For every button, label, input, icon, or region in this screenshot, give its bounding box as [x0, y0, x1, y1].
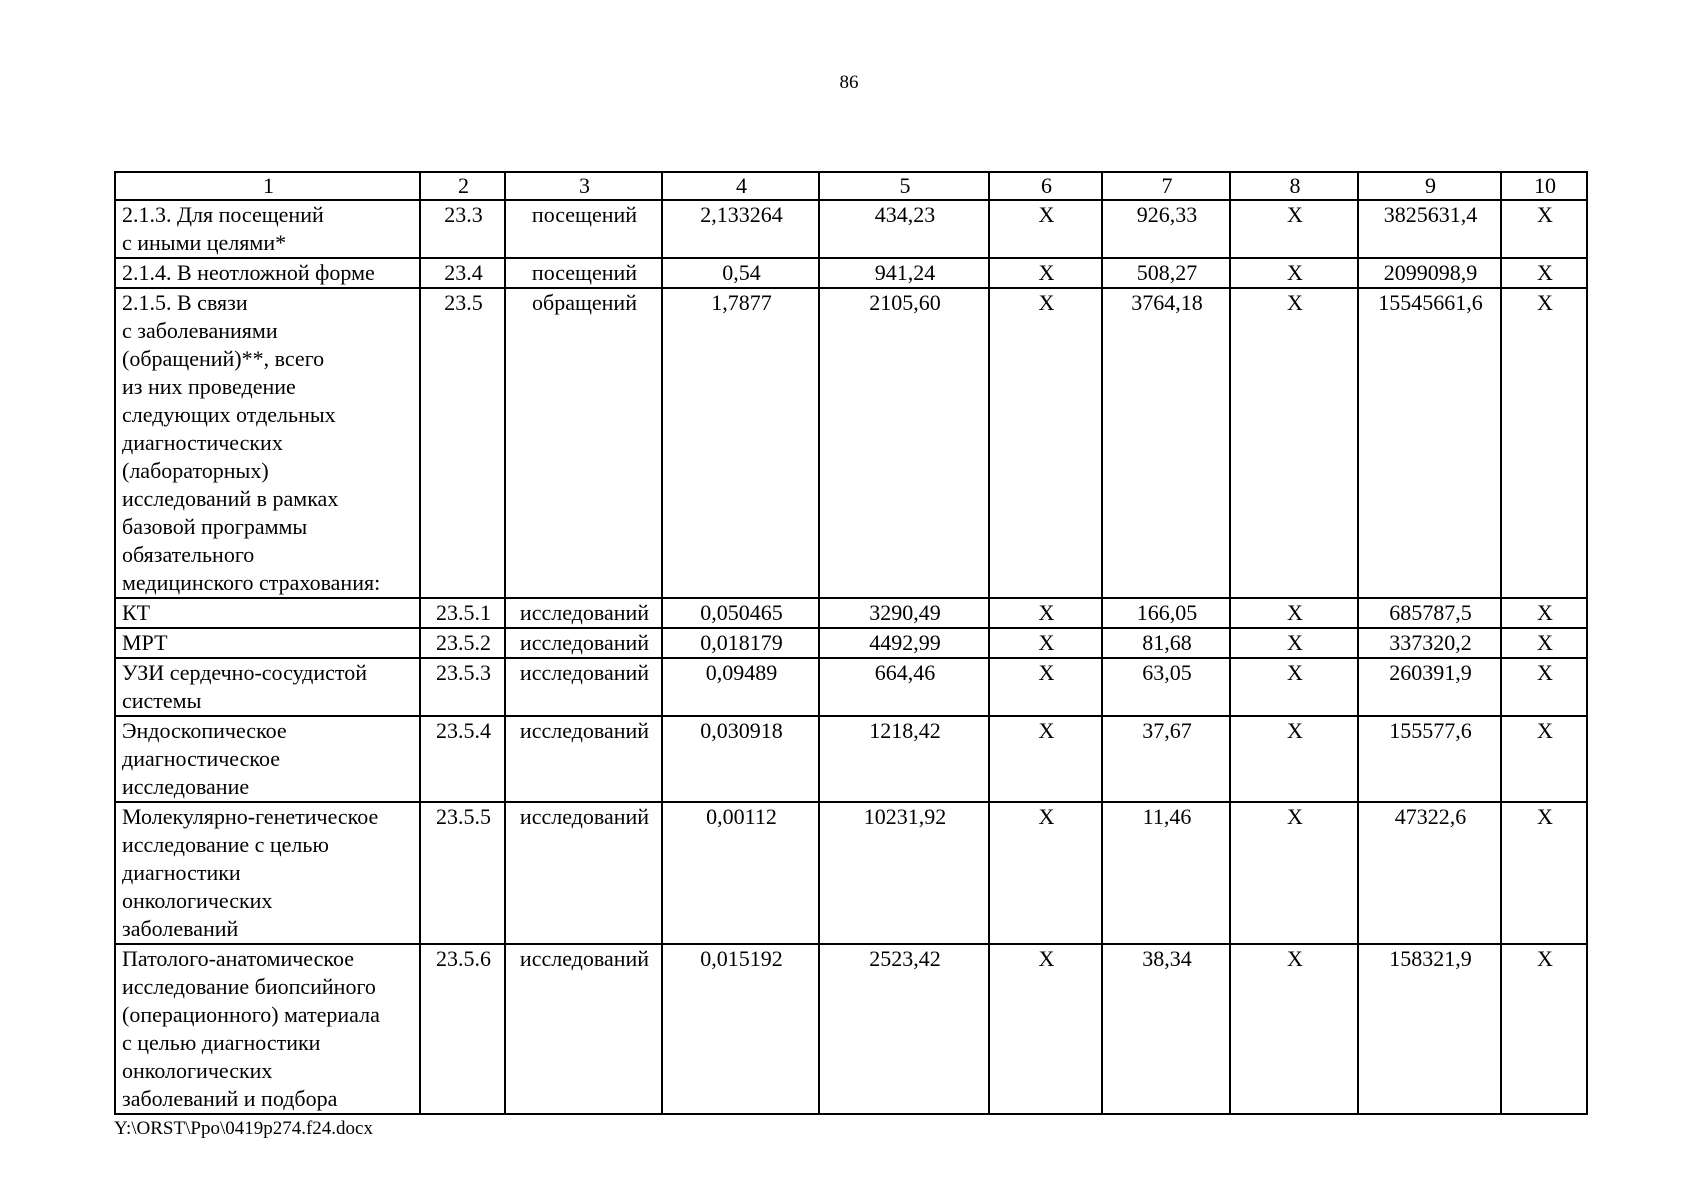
column-number: 8 [1230, 172, 1358, 200]
row-name-line: Эндоскопическое [122, 718, 287, 743]
table-row [115, 716, 1587, 802]
row-name-line: обязательного [122, 542, 255, 567]
table-cell: обращений [505, 288, 662, 598]
row-name-line: 2.1.4. В неотложной форме [122, 260, 375, 285]
row-name-cell [115, 200, 420, 258]
table-cell: 23.5.2 [420, 628, 505, 658]
table-cell: 10231,92 [819, 802, 989, 944]
row-name-line: диагностических [122, 430, 283, 455]
table-cell: Х [1501, 716, 1587, 802]
table-cell: Х [1501, 658, 1587, 716]
table-cell: 0,050465 [662, 598, 819, 628]
table-cell: Х [989, 802, 1102, 944]
table-cell: Х [1501, 288, 1587, 598]
row-name-line: исследование биопсийного [122, 974, 376, 999]
table-cell: 3764,18 [1102, 288, 1230, 598]
row-name-line: онкологических [122, 888, 273, 913]
table-cell: Х [989, 288, 1102, 598]
row-name-cell [115, 716, 420, 802]
row-name-line: с целью диагностики [122, 1030, 321, 1055]
table-cell: 0,030918 [662, 716, 819, 802]
table-cell: 0,00112 [662, 802, 819, 944]
table-cell: 11,46 [1102, 802, 1230, 944]
table-cell: Х [989, 944, 1102, 1114]
row-name-line: диагностики [122, 860, 241, 885]
row-name-cell [115, 258, 420, 288]
row-name-line: исследований в рамках [122, 486, 339, 511]
table-cell: 3290,49 [819, 598, 989, 628]
row-name-line: заболеваний и подбора [122, 1086, 338, 1111]
table-cell: исследований [505, 628, 662, 658]
table-cell: 508,27 [1102, 258, 1230, 288]
table-cell: Х [1230, 802, 1358, 944]
table-cell: Х [1501, 598, 1587, 628]
row-name-line: заболеваний [122, 916, 239, 941]
row-name-line: (операционного) материала [122, 1002, 380, 1027]
table-cell: 926,33 [1102, 200, 1230, 258]
table-cell: Х [1230, 258, 1358, 288]
column-number: 6 [989, 172, 1102, 200]
table-cell: 23.5.5 [420, 802, 505, 944]
table-cell: 23.5.6 [420, 944, 505, 1114]
table-cell: 166,05 [1102, 598, 1230, 628]
table-cell: исследований [505, 716, 662, 802]
row-name-line: (лабораторных) [122, 458, 269, 483]
row-name-line: системы [122, 688, 202, 713]
column-number: 10 [1501, 172, 1587, 200]
table-cell: Х [1501, 944, 1587, 1114]
table-cell: 0,54 [662, 258, 819, 288]
column-number: 7 [1102, 172, 1230, 200]
table-cell: 0,018179 [662, 628, 819, 658]
row-name-line: (обращений)**, всего [122, 346, 325, 371]
column-number: 5 [819, 172, 989, 200]
column-number: 4 [662, 172, 819, 200]
table-cell: 63,05 [1102, 658, 1230, 716]
table-row [115, 288, 1587, 598]
footer-file-path: Y:\ORST\Ppo\0419p274.f24.docx [114, 1118, 373, 1139]
column-number: 1 [115, 172, 420, 200]
table-cell: посещений [505, 200, 662, 258]
table-cell: 0,09489 [662, 658, 819, 716]
table-cell: Х [1501, 258, 1587, 288]
table-cell: Х [1501, 200, 1587, 258]
column-number: 9 [1358, 172, 1501, 200]
column-number: 2 [420, 172, 505, 200]
row-name-cell [115, 628, 420, 658]
table-cell: 23.5.1 [420, 598, 505, 628]
table-cell: Х [1230, 658, 1358, 716]
table-cell: Х [989, 200, 1102, 258]
row-name-line: Патолого-анатомическое [122, 946, 354, 971]
table-cell: посещений [505, 258, 662, 288]
row-name-line: УЗИ сердечно-сосудистой [122, 660, 368, 685]
table-cell: 2105,60 [819, 288, 989, 598]
table-header-row [115, 172, 1587, 200]
table-cell: Х [1230, 288, 1358, 598]
row-name-line: следующих отдельных [122, 402, 336, 427]
table-row [115, 944, 1587, 1114]
table-cell: исследований [505, 944, 662, 1114]
row-name-line: диагностическое [122, 746, 280, 771]
table-cell: 260391,9 [1358, 658, 1501, 716]
row-name-line: с иными целями* [122, 230, 287, 255]
page-number: 86 [839, 72, 859, 93]
table-cell: 941,24 [819, 258, 989, 288]
row-name-line: КТ [122, 600, 151, 625]
row-name-cell [115, 802, 420, 944]
row-name-line: 2.1.3. Для посещений [122, 202, 324, 227]
column-number: 3 [505, 172, 662, 200]
row-name-cell [115, 658, 420, 716]
table-row [115, 258, 1587, 288]
table-cell: Х [1501, 802, 1587, 944]
table-row [115, 200, 1587, 258]
table-cell: 37,67 [1102, 716, 1230, 802]
table-cell: исследований [505, 598, 662, 628]
table-row [115, 658, 1587, 716]
table-cell: Х [1230, 944, 1358, 1114]
row-name-line: базовой программы [122, 514, 308, 539]
table-cell: 4492,99 [819, 628, 989, 658]
row-name-line: с заболеваниями [122, 318, 278, 343]
table-cell: Х [1501, 628, 1587, 658]
table-cell: 664,46 [819, 658, 989, 716]
table-cell: Х [1230, 628, 1358, 658]
table-cell: 15545661,6 [1358, 288, 1501, 598]
table-cell: 23.5.4 [420, 716, 505, 802]
row-name-cell [115, 598, 420, 628]
table-cell: 0,015192 [662, 944, 819, 1114]
table-cell: 2,133264 [662, 200, 819, 258]
table-cell: 2523,42 [819, 944, 989, 1114]
table-cell: исследований [505, 658, 662, 716]
table-cell: Х [1230, 716, 1358, 802]
table-cell: 2099098,9 [1358, 258, 1501, 288]
row-name-line: исследование с целью [122, 832, 329, 857]
table-row [115, 598, 1587, 628]
table-cell: 23.5 [420, 288, 505, 598]
row-name-line: из них проведение [122, 374, 296, 399]
tariff-table [114, 171, 1588, 1115]
table-cell: 23.3 [420, 200, 505, 258]
row-name-line: Молекулярно-генетическое [122, 804, 379, 829]
table-cell: 434,23 [819, 200, 989, 258]
table-cell: Х [989, 628, 1102, 658]
row-name-cell [115, 944, 420, 1114]
table-row [115, 628, 1587, 658]
table-cell: 47322,6 [1358, 802, 1501, 944]
row-name-line: МРТ [122, 630, 168, 655]
table-cell: 38,34 [1102, 944, 1230, 1114]
table-cell: Х [989, 716, 1102, 802]
table-cell: 1,7877 [662, 288, 819, 598]
table-cell: Х [989, 258, 1102, 288]
table-cell: 685787,5 [1358, 598, 1501, 628]
table-cell: 3825631,4 [1358, 200, 1501, 258]
table-row [115, 802, 1587, 944]
table-cell: 23.5.3 [420, 658, 505, 716]
table-cell: 158321,9 [1358, 944, 1501, 1114]
table-cell: Х [989, 658, 1102, 716]
table-cell: Х [989, 598, 1102, 628]
table-cell: 23.4 [420, 258, 505, 288]
table-cell: исследований [505, 802, 662, 944]
row-name-cell [115, 288, 420, 598]
row-name-line: онкологических [122, 1058, 273, 1083]
row-name-line: исследование [122, 774, 250, 799]
row-name-line: 2.1.5. В связи [122, 290, 248, 315]
table-cell: Х [1230, 598, 1358, 628]
table-cell: 81,68 [1102, 628, 1230, 658]
table-cell: 337320,2 [1358, 628, 1501, 658]
row-name-line: медицинского страхования: [122, 570, 381, 595]
table-cell: Х [1230, 200, 1358, 258]
table-cell: 1218,42 [819, 716, 989, 802]
table-cell: 155577,6 [1358, 716, 1501, 802]
